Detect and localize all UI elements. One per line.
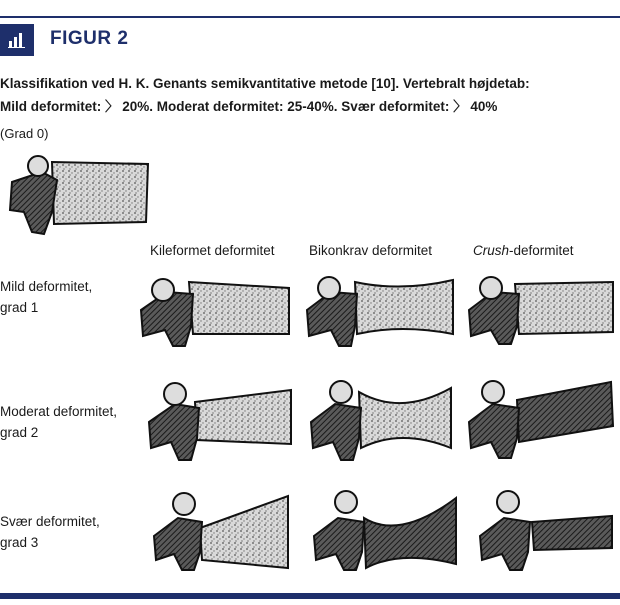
row-label-severe: [0, 511, 100, 553]
top-rule: [0, 16, 620, 18]
figure-caption: [0, 72, 615, 118]
row-label-moderate: [0, 401, 117, 443]
row-label-mild-line1: Mild deformitet,: [0, 279, 93, 294]
vertebra-wedge-grade-3: [150, 488, 292, 574]
column-header-biconcave: Bikonkrav deformitet: [309, 243, 433, 258]
row-label-moderate-line1: Moderat deformitet,: [0, 404, 118, 419]
row-label-moderate-line2: grad 2: [0, 425, 39, 440]
vertebra-crush-grade-1: [463, 270, 620, 350]
vertebra-biconcave-grade-2: [305, 378, 455, 464]
vertebra-biconcave-grade-1: [301, 270, 459, 350]
vertebra-wedge-grade-1: [137, 270, 295, 350]
column-header-crush-italic: Crush: [473, 243, 510, 258]
row-label-mild-line2: grad 1: [0, 300, 39, 315]
vertebra-crush-grade-3: [476, 488, 616, 574]
grade-0-label: (Grad 0): [0, 126, 49, 141]
vertebra-grade-0: [2, 152, 152, 238]
row-label-mild: [0, 276, 92, 318]
vertebra-crush-grade-2: [465, 378, 615, 464]
bar-chart-icon: [0, 24, 34, 56]
column-header-crush: [473, 243, 574, 258]
row-label-severe-line1: Svær deformitet,: [0, 514, 100, 529]
column-header-wedge: Kileformet deformitet: [150, 243, 275, 258]
bottom-rule: [0, 593, 620, 599]
figure-title: FIGUR 2: [50, 28, 129, 49]
vertebra-biconcave-grade-3: [310, 488, 460, 574]
column-header-crush-rest: -deformitet: [509, 243, 574, 258]
vertebra-wedge-grade-2: [145, 378, 295, 464]
row-label-severe-line2: grad 3: [0, 535, 39, 550]
caption-line-1: Klassifikation ved H. K. Genants semikvantitative metode [10]. Vertebralt højdetab:: [0, 76, 530, 91]
caption-line-2: Mild deformitet: 〉 20%. Moderat deformitet: 25-40%. Svær deformitet: 〉 40%: [0, 99, 498, 114]
